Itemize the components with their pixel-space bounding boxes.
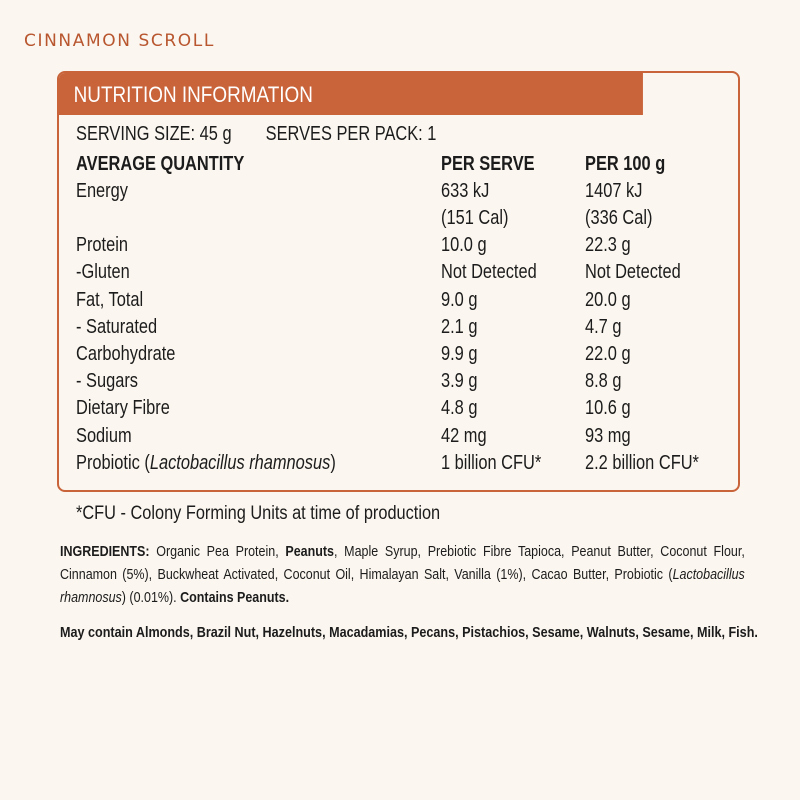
per-100g-value: 22.0 g: [585, 342, 631, 365]
per-100g-value: 22.3 g: [585, 234, 631, 257]
probiotic-label: Probiotic (: [76, 451, 150, 474]
nutrition-panel: [57, 71, 740, 492]
per-100g-value: 4.7 g: [585, 315, 622, 338]
per-serve-kj: 633 kJ: [441, 180, 490, 203]
probiotic-label-end: ): [330, 451, 336, 474]
per-100g-value: 8.8 g: [585, 370, 622, 393]
table-row: [59, 450, 738, 477]
table-row: [59, 178, 738, 232]
nutrient-name: Dietary Fibre: [76, 397, 170, 420]
serves-per-pack: SERVES PER PACK: 1: [265, 123, 437, 145]
per-serve-value: 1 billion CFU*: [441, 451, 542, 474]
column-header-per-100g: PER 100 g: [585, 153, 666, 175]
table-row: [59, 423, 738, 450]
nutrient-name: Protein: [76, 234, 128, 257]
ingredients-peanuts: Peanuts: [285, 544, 334, 560]
per-serve-value: 3.9 g: [441, 370, 478, 393]
per-100g-cal: (336 Cal): [585, 207, 653, 230]
ingredients-contains: Contains Peanuts.: [180, 590, 290, 606]
nutrient-name: Sodium: [76, 424, 132, 447]
table-row: [59, 287, 738, 314]
ingredients-text: [60, 541, 745, 610]
per-serve-value: 42 mg: [441, 424, 487, 447]
table-row: [59, 368, 738, 395]
per-100g-value: Not Detected: [585, 261, 681, 284]
per-serve-value: [441, 178, 508, 232]
cfu-footnote: *CFU - Colony Forming Units at time of production: [76, 503, 441, 524]
nutrient-name: - Sugars: [76, 370, 138, 393]
per-serve-value: 4.8 g: [441, 397, 478, 420]
per-serve-value: 9.0 g: [441, 288, 478, 311]
per-100g-value: [585, 178, 652, 232]
per-100g-value: 10.6 g: [585, 397, 631, 420]
table-header-row: [59, 151, 738, 178]
serving-size: SERVING SIZE: 45 g: [76, 123, 232, 145]
table-row: [59, 259, 738, 286]
per-serve-value: 9.9 g: [441, 342, 478, 365]
ingredients-part3: ) (0.01%).: [121, 590, 181, 606]
nutrient-name: Fat, Total: [76, 288, 144, 311]
column-header-per-serve: PER SERVE: [441, 153, 535, 175]
ingredients-label: INGREDIENTS:: [60, 544, 150, 560]
probiotic-strain: Lactobacillus rhamnosus: [149, 451, 331, 474]
table-row: [59, 232, 738, 259]
table-row: [59, 341, 738, 368]
per-100g-value: 20.0 g: [585, 288, 631, 311]
panel-header: NUTRITION INFORMATION: [59, 73, 643, 115]
per-100g-kj: 1407 kJ: [585, 180, 643, 203]
allergen-warning: May contain Almonds, Brazil Nut, Hazelnuts, Macadamias, Pecans, Pistachios, Sesame, Walnuts, Sesame, Milk, Fish.: [60, 624, 758, 641]
per-serve-cal: (151 Cal): [441, 207, 509, 230]
serving-info: [76, 123, 436, 146]
per-100g-value: 93 mg: [585, 424, 631, 447]
ingredients-part1: Organic Pea Protein,: [149, 544, 286, 560]
per-100g-value: 2.2 billion CFU*: [585, 451, 699, 474]
per-serve-value: Not Detected: [441, 261, 537, 284]
nutrient-name: [76, 450, 336, 477]
table-row: [59, 395, 738, 422]
ingredients-probiotic: Lactobacillus rhamnosus: [60, 567, 745, 606]
nutrient-name: - Saturated: [76, 315, 158, 338]
nutrition-table: [59, 151, 738, 477]
table-row: [59, 314, 738, 341]
nutrient-name: Carbohydrate: [76, 342, 176, 365]
column-header-quantity: AVERAGE QUANTITY: [76, 153, 245, 175]
per-serve-value: 2.1 g: [441, 315, 478, 338]
nutrient-name: -Gluten: [76, 261, 130, 284]
nutrient-name: Energy: [76, 180, 128, 203]
ingredients-part2: , Maple Syrup, Prebiotic Fibre Tapioca, Peanut Butter, Coconut Flour, Cinnamon (5%), Buckwheat Activated, Coconut Oil, Himalayan Salt, Vanilla (1%), Cacao Butter, Probiotic (: [60, 544, 745, 583]
per-serve-value: 10.0 g: [441, 234, 487, 257]
product-title: CINNAMON SCROLL: [24, 31, 215, 51]
